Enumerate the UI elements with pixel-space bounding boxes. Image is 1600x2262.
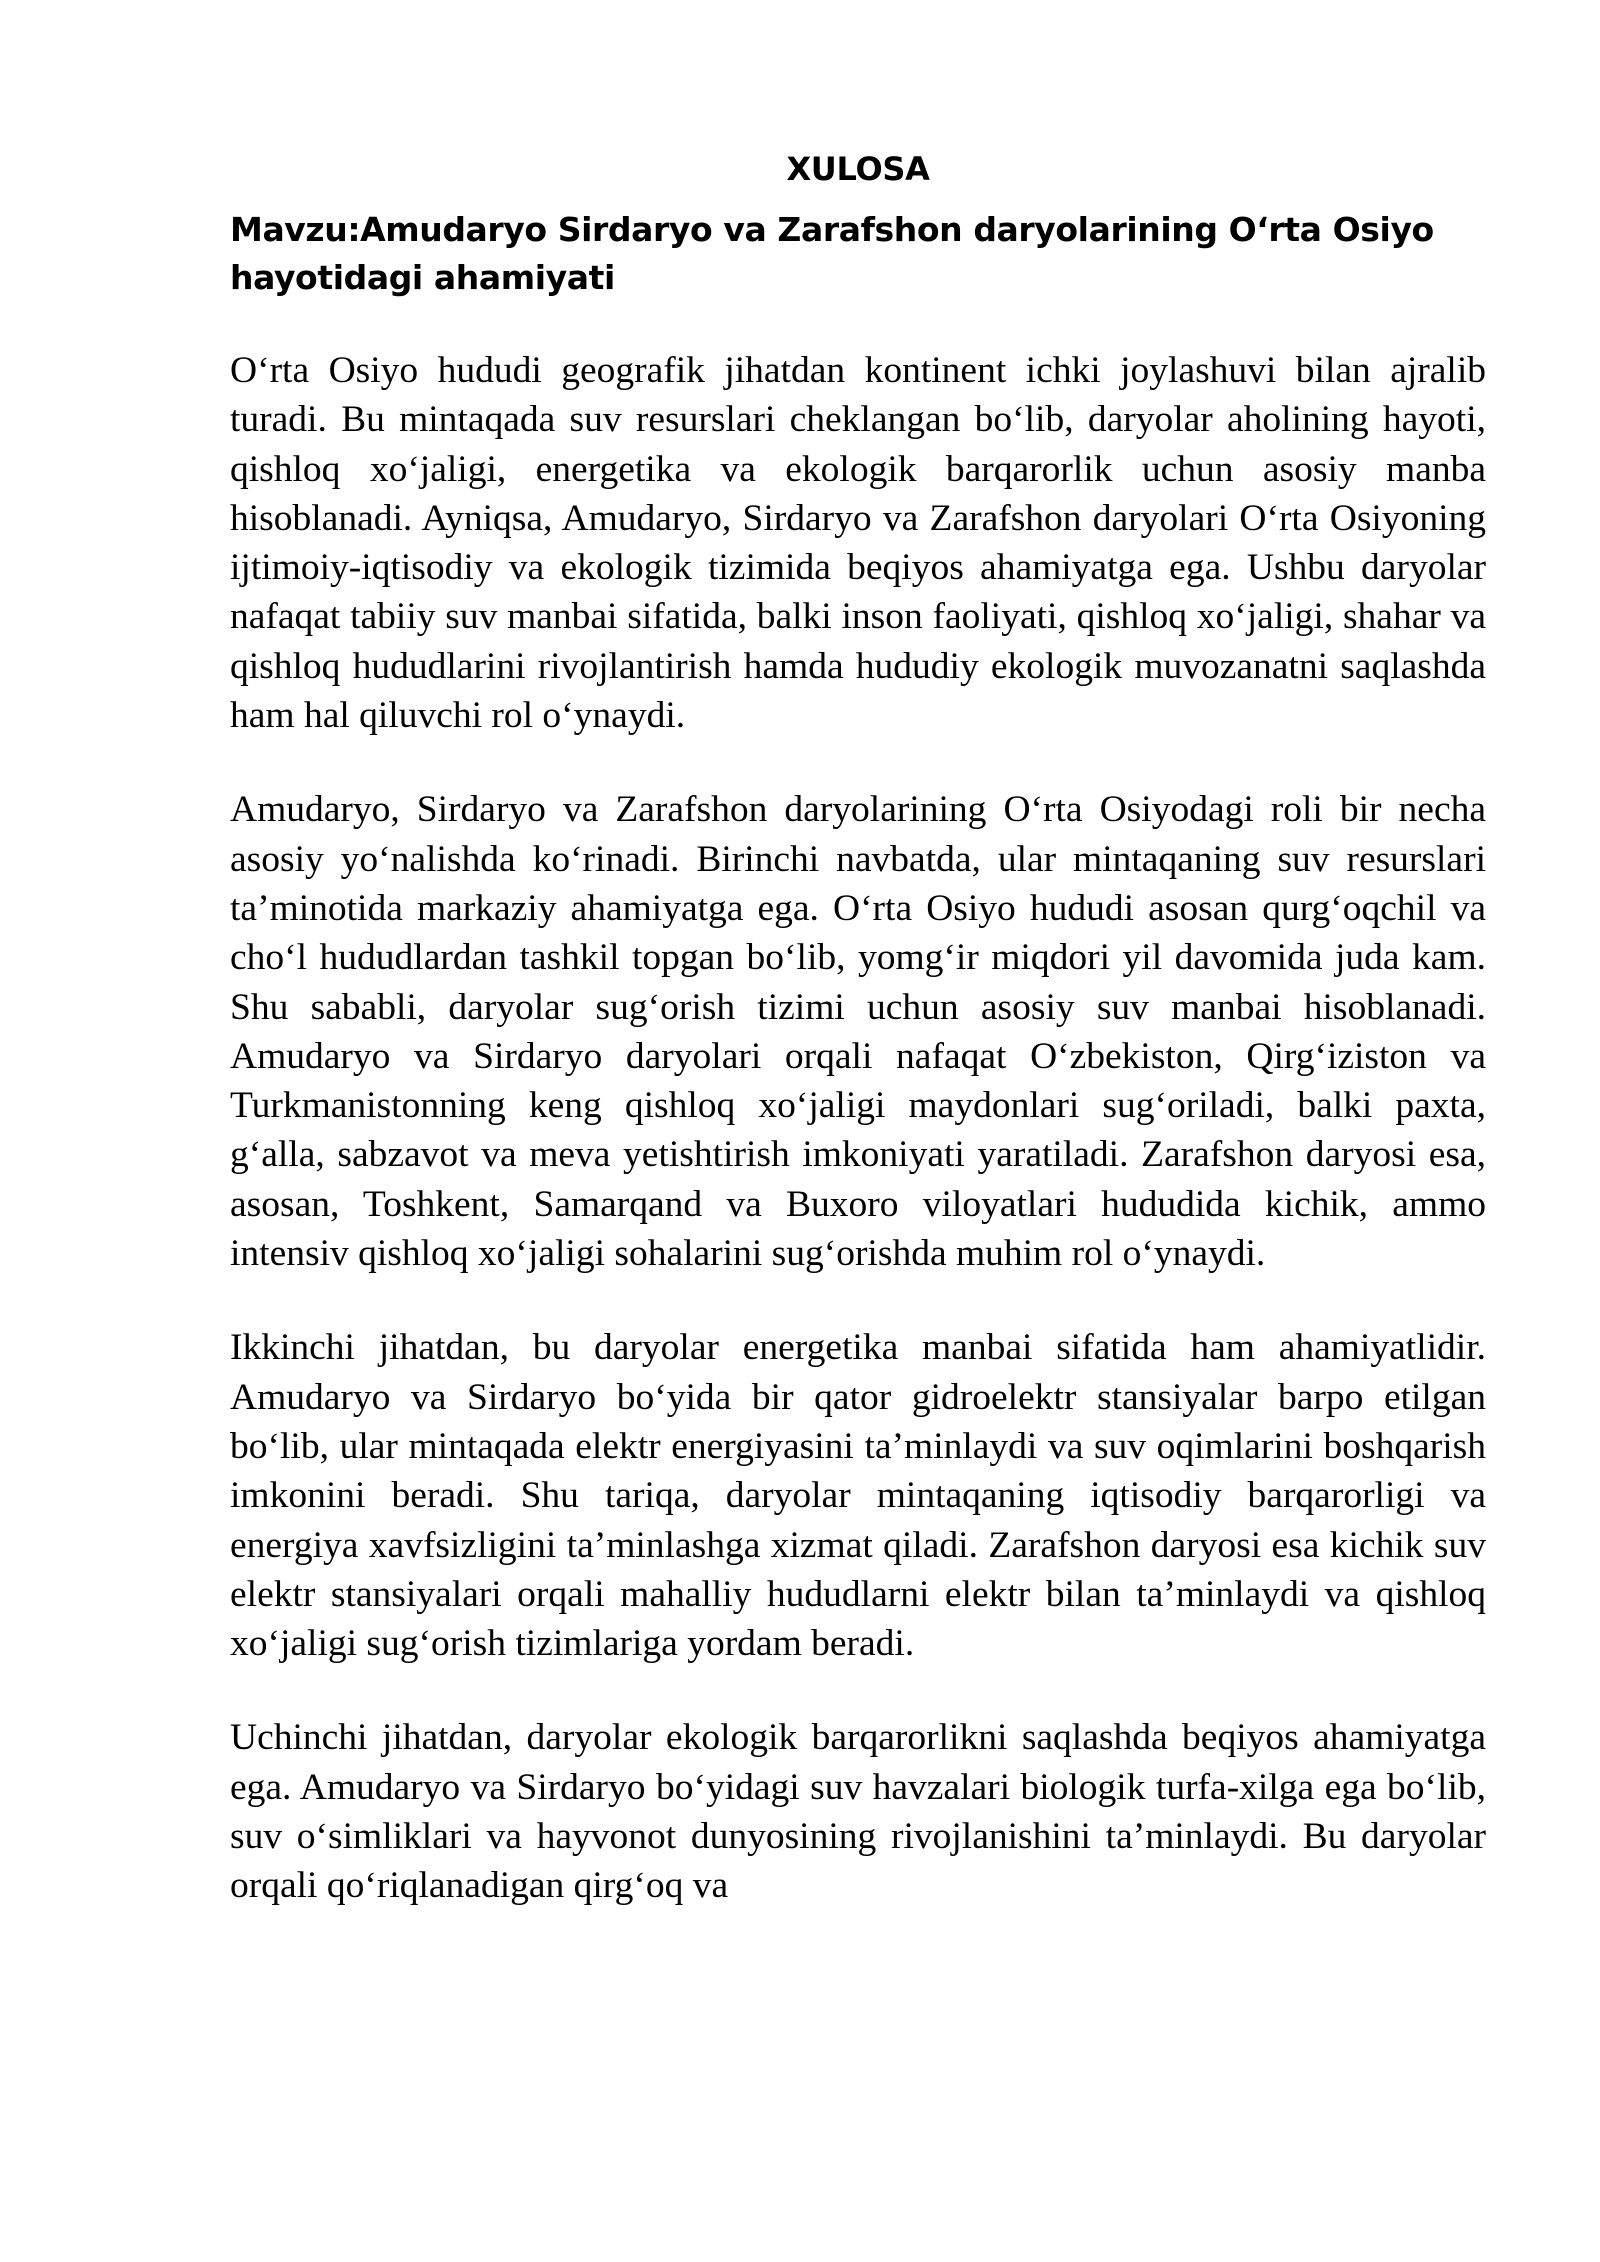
document-body — [230, 150, 1486, 1956]
document-title: XULOSA — [786, 150, 930, 188]
paragraph-3: Ikkinchi jihatdan, bu daryolar energetika manbai sifatida ham ahamiyatlidir. Amudaryo va Sirdaryo bo‘yida bir qator gidroelektr stansiyalar barpo etilgan bo‘lib, ular mintaqada elektr energiyasini ta’minlaydi va suv oqimlarini boshqarish imkonini beradi. Shu tariqa, daryolar mintaqaning iqtisodiy barqarorligi va energiya xavfsizligini ta’minlashga xizmat qiladi. Zarafshon daryosi esa kichik suv elektr stansiyalari orqali mahalliy hududlarni elektr bilan ta’minlaydi va qishloq xo‘jaligi sug‘orish tizimlariga yordam beradi. — [230, 1327, 1486, 1665]
paragraph-1: O‘rta Osiyo hududi geografik jihatdan kontinent ichki joylashuvi bilan ajralib turadi. Bu mintaqada suv resurslari cheklangan bo‘lib, daryolar aholining hayoti, qishloq xo‘jaligi, energetika va ekologik barqarorlik uchun asosiy manba hisoblanadi. Ayniqsa, Amudaryo, Sirdaryo va Zarafshon daryolari O‘rta Osiyoning ijtimoiy-iqtisodiy va ekologik tizimida beqiyos ahamiyatga ega. Ushbu daryolar nafaqat tabiiy suv manbai sifatida, balki inson faoliyati, qishloq xo‘jaligi, shahar va qishloq hududlarini rivojlantirish hamda hududiy ekologik muvozanatni saqlashda ham hal qiluvchi rol o‘ynaydi. — [230, 350, 1486, 737]
paragraph-2: Amudaryo, Sirdaryo va Zarafshon daryolarining O‘rta Osiyodagi roli bir necha asosiy yo‘nalishda ko‘rinadi. Birinchi navbatda, ular mintaqaning suv resurslari ta’minotida markaziy ahamiyatga ega. O‘rta Osiyo hududi asosan qurg‘oqchil va cho‘l hududlardan tashkil topgan bo‘lib, yomg‘ir miqdori yil davomida juda kam. Shu sababli, daryolar sug‘orish tizimi uchun asosiy suv manbai hisoblanadi. Amudaryo va Sirdaryo daryolari orqali nafaqat O‘zbekiston, Qirg‘iziston va Turkmanistonning keng qishloq xo‘jaligi maydonlari sug‘oriladi, balki paxta, g‘alla, sabzavot va meva yetishtirish imkoniyati yaratiladi. Zarafshon daryosi esa, asosan, Toshkent, Samarqand va Buxoro viloyatlari hududida kichik, ammo intensiv qishloq xo‘jaligi sohalarini sug‘orishda muhim rol o‘ynaydi. — [230, 789, 1486, 1275]
document-subject: Mavzu:Amudaryo Sirdaryo va Zarafshon daryolarining O‘rta Osiyo hayotidagi ahamiyati — [230, 210, 1434, 297]
paragraph-4: Uchinchi jihatdan, daryolar ekologik barqarorlikni saqlashda beqiyos ahamiyatga ega. Amudaryo va Sirdaryo bo‘yidagi suv havzalari biologik turfa-xilga ega bo‘lib, suv o‘simliklari va hayvonot dunyosining rivojlanishini ta’minlaydi. Bu daryolar orqali qo‘riqlanadigan qirg‘oq va — [230, 1717, 1486, 1907]
